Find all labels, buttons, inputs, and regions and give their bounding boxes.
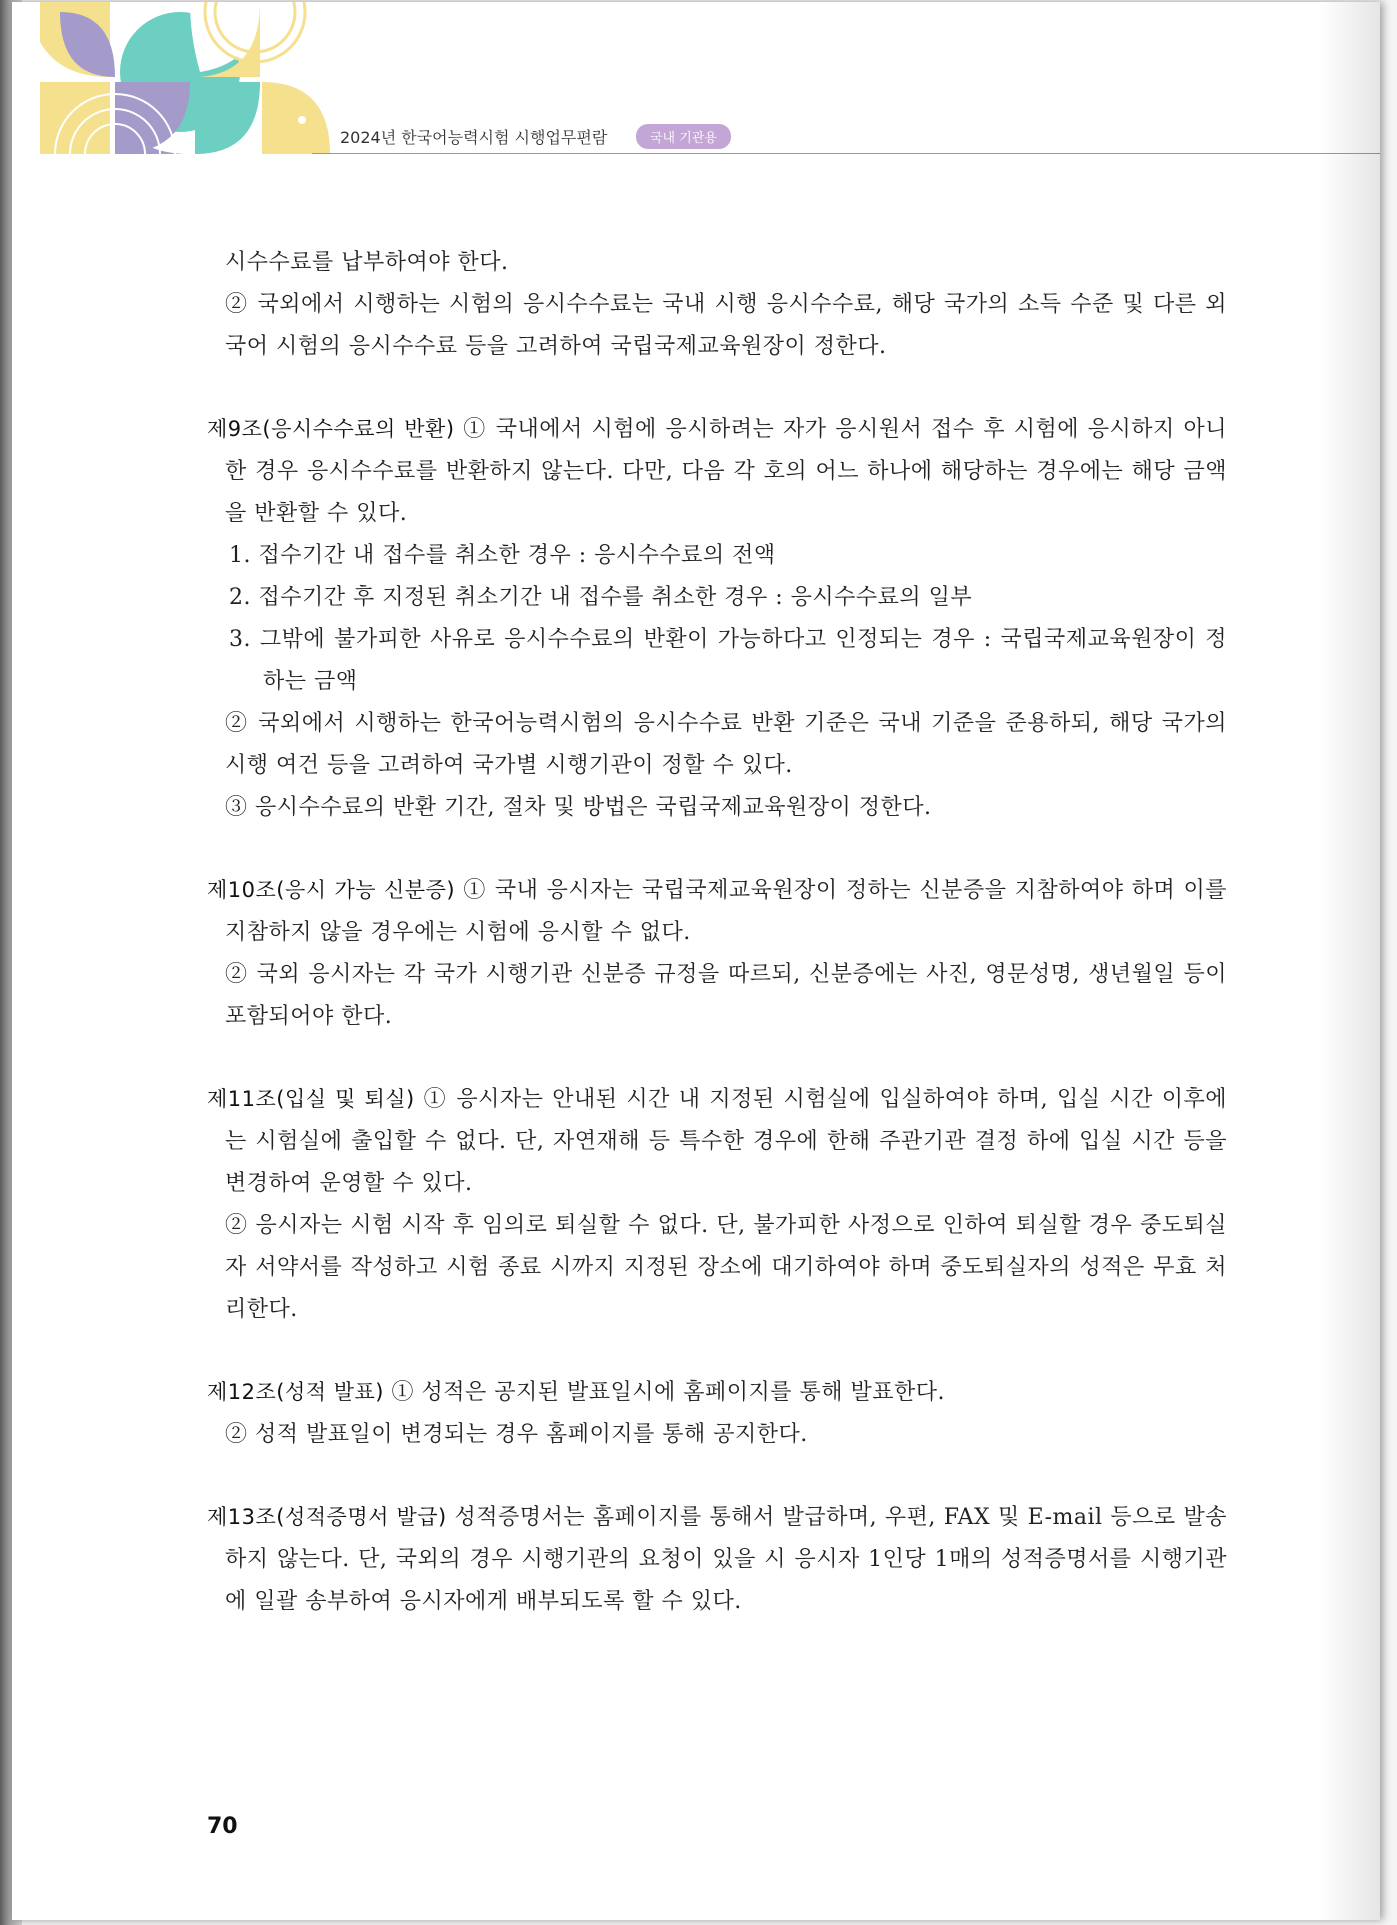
article-10 <box>207 869 1227 1038</box>
article-9-item-2: 2. 접수기간 후 지정된 취소기간 내 접수를 취소한 경우 : 응시수수료의 일부 <box>229 585 973 610</box>
article-10-paragraph-1 <box>207 869 1227 954</box>
article-9-paragraph-2: ② 국외에서 시행하는 한국어능력시험의 응시수수료 반환 기준은 국내 기준을 준용하되, 해당 국가의 시행 여건 등을 고려하여 국가별 시행기관이 정할 수 있다. <box>225 711 1227 778</box>
article-9-heading: 제9조(응시수수료의 반환) <box>207 417 455 441</box>
article-9-item-1: 1. 접수기간 내 접수를 취소한 경우 : 응시수수료의 전액 <box>229 543 776 568</box>
article-12 <box>207 1371 1227 1456</box>
article-11 <box>207 1078 1227 1331</box>
article-11-paragraph-2: ② 응시자는 시험 시작 후 임의로 퇴실할 수 없다. 단, 불가피한 사정으로 인하여 퇴실할 경우 중도퇴실자 서약서를 작성하고 시험 종료 시까지 지정된 장소에 대기하여야 하며 중도퇴실자의 성적은 무효 처리한다. <box>225 1213 1227 1322</box>
article-11-paragraph-1 <box>207 1078 1227 1205</box>
intro-line: 시수수료를 납부하여야 한다. <box>225 250 509 275</box>
article-10-heading: 제10조(응시 가능 신분증) <box>207 878 456 902</box>
article-9-item-3: 3. 그밖에 불가피한 사유로 응시수수료의 반환이 가능하다고 인정되는 경우 : 국립국제교육원장이 정하는 금액 <box>229 627 1227 694</box>
article-9-text: ① 국내에서 시험에 응시하려는 자가 응시원서 접수 후 시험에 응시하지 아니한 경우 응시수수료를 반환하지 않는다. 다만, 다음 각 호의 어느 하나에 해당하는 경우에는 해당 금액을 반환할 수 있다. <box>225 417 1227 526</box>
header-badge: 국내 기관용 <box>636 124 731 149</box>
article-13-heading: 제13조(성적증명서 발급) <box>207 1505 447 1529</box>
decorative-pattern <box>30 2 330 154</box>
article-10-text: ① 국내 응시자는 국립국제교육원장이 정하는 신분증을 지참하여야 하며 이를 지참하지 않을 경우에는 시험에 응시할 수 없다. <box>225 878 1227 945</box>
article-13-paragraph-1 <box>207 1496 1227 1623</box>
article-9 <box>207 408 1227 829</box>
document-body <box>207 242 1227 1663</box>
article-12-heading: 제12조(성적 발표) <box>207 1380 384 1404</box>
article-10-paragraph-2: ② 국외 응시자는 각 국가 시행기관 신분증 규정을 따르되, 신분증에는 사진, 영문성명, 생년월일 등이 포함되어야 한다. <box>225 962 1227 1029</box>
article-13-text: 성적증명서는 홈페이지를 통해서 발급하며, 우편, FAX 및 E-mail 등으로 발송하지 않는다. 단, 국외의 경우 시행기관의 요청이 있을 시 응시자 1인당 1매의 성적증명서를 시행기관에 일괄 송부하여 응시자에게 배부되도록 할 수 있다. <box>225 1505 1227 1614</box>
header-title: 2024년 한국어능력시험 시행업무편람 <box>340 128 608 147</box>
document-page <box>12 2 1380 1920</box>
header-rule <box>312 153 1380 154</box>
article-11-heading: 제11조(입실 및 퇴실) <box>207 1087 415 1111</box>
article-13 <box>207 1496 1227 1623</box>
article-12-paragraph-1 <box>207 1371 1227 1414</box>
article-9-paragraph-1 <box>207 408 1227 535</box>
page-number: 70 <box>207 1814 238 1839</box>
intro-paragraph-2: ② 국외에서 시행하는 시험의 응시수수료는 국내 시행 응시수수료, 해당 국가의 소득 수준 및 다른 외국어 시험의 응시수수료 등을 고려하여 국립국제교육원장이 정한다. <box>225 292 1227 359</box>
article-11-text: ① 응시자는 안내된 시간 내 지정된 시험실에 입실하여야 하며, 입실 시간 이후에는 시험실에 출입할 수 없다. 단, 자연재해 등 특수한 경우에 한해 주관기관 결정 하에 입실 시간 등을 변경하여 운영할 수 있다. <box>225 1087 1227 1196</box>
article-12-paragraph-2: ② 성적 발표일이 변경되는 경우 홈페이지를 통해 공지한다. <box>225 1422 808 1447</box>
article-12-text: ① 성적은 공지된 발표일시에 홈페이지를 통해 발표한다. <box>384 1380 945 1405</box>
article-9-paragraph-3: ③ 응시수수료의 반환 기간, 절차 및 방법은 국립국제교육원장이 정한다. <box>225 795 932 820</box>
page-edge-shadow <box>1320 2 1380 1920</box>
intro-section <box>207 242 1227 368</box>
